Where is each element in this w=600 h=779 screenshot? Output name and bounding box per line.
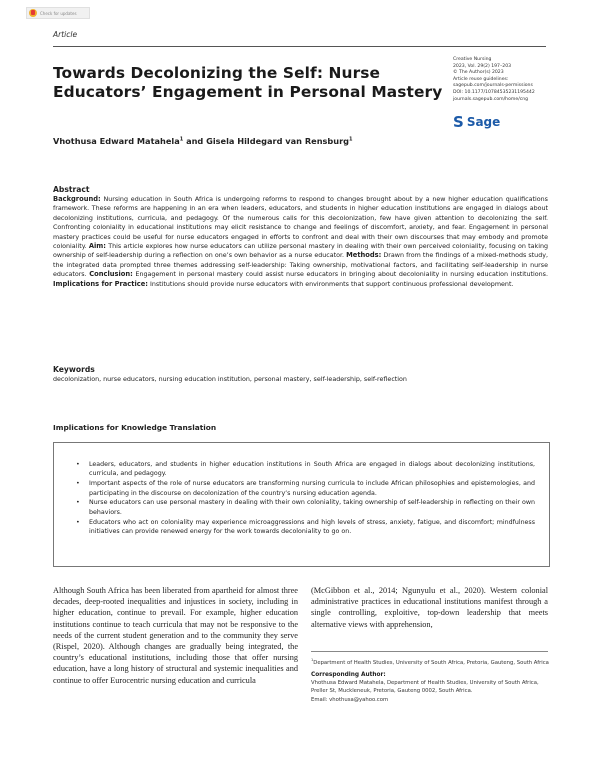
header-divider — [53, 46, 546, 47]
knowledge-translation-heading: Implications for Knowledge Translation — [53, 423, 217, 432]
list-item-text: Nurse educators can use personal mastery in dealing with their own coloniality, taking ownership of self-leadership in reflecting on their own behaviors. — [89, 499, 535, 516]
author-joiner: and — [183, 136, 207, 146]
list-item — [76, 518, 535, 537]
abstract-label-implications: Implications for Practice: — [53, 279, 148, 288]
permissions-link[interactable]: sagepub.com/journals-permissions — [453, 83, 533, 89]
list-item-text: Educators who act on coloniality may experience microaggressions and high levels of stress, anxiety, fatigue, and discomfort; mindfulness initiatives can provide renewed energy for the work towards decoloniality to go on. — [89, 518, 535, 536]
abstract-body — [53, 195, 548, 289]
abstract-text-methods: Drawn from the findings of a mixed-methods study, the integrated data prompted three themes addressing self-leadership: Taking ownership, motivational factors, and facilitating self-leadership in nurse educators. — [53, 252, 548, 279]
doi-link[interactable]: DOI: 10.1177/10784535231195442 — [453, 89, 535, 95]
knowledge-translation-box — [53, 442, 550, 567]
abstract-heading: Abstract — [53, 185, 90, 194]
footnote-divider — [311, 651, 548, 652]
bullet-icon: • — [76, 499, 80, 507]
abstract-text-implications: Institutions should provide nurse educators with environments that support continuous professional development. — [147, 280, 514, 288]
abstract-text-conclusion: Engagement in personal mastery could assist nurse educators in bringing about decoloniality in nursing education institutions. — [132, 271, 548, 279]
article-title: Towards Decolonizing the Self: Nurse Educators’ Engagement in Personal Mastery — [53, 64, 443, 101]
author-name: Vhothusa Edward Matahela — [53, 136, 180, 146]
reuse-guidelines-label: Article reuse guidelines: — [453, 76, 509, 82]
abstract-text-aim: This article explores how nurse educators can utilize personal mastery in dealing with their own perceived coloniality, focusing on taking ownership of self-leadership during a reflection on one’s own behavior as a nurse educator. — [53, 243, 548, 260]
body-text-right-column: (McGibbon et al., 2014; Ngunyulu et al., 2020). Western colonial administrative practices in educational institutions manifest through a single controlling, exploitive, top-down leadership that meets alternative views with apprehension, — [311, 586, 548, 629]
list-item — [76, 479, 535, 498]
publisher-name: Sage — [466, 115, 501, 129]
sage-logo — [453, 113, 500, 131]
bullet-icon: • — [76, 461, 80, 468]
affiliation-mark: 1 — [348, 136, 353, 143]
corresponding-author-email[interactable]: Email: vhothusa@yahoo.com — [311, 696, 389, 703]
list-item-text: Important aspects of the role of nurse educators are transforming nursing curricula to include African philosophies and epistemologies, and participating in the discourse on decolonization of the country’s nursing education agenda. — [89, 480, 535, 497]
abstract-label-methods: Methods: — [346, 251, 382, 260]
journal-name: Creative Nursing — [453, 57, 492, 62]
check-updates-label: Check for updates — [40, 10, 77, 16]
abstract-text-background: Nursing education in South Africa is undergoing reforms to respond to changes brought about by a new higher education qualifications framework. These reforms are happening in an era when leaders, educators, and students in higher education institutions are engaged in dialogs about decolonizing institutions, curricula, and pedagogy. Of the numerous calls for this decolonization, few have given attention to decolonizing the self. Confronting coloniality in educational institutions may elicit resistance to change and feelings of discomfort, anxiety, and fear. Engagement in personal mastery practices could be useful for nurse educators engaged in efforts to confront and deal with their own discourses that may embody and promote coloniality. — [53, 196, 548, 251]
footnote — [311, 656, 551, 704]
abstract-label-background: Background: — [53, 195, 101, 203]
check-for-updates-badge[interactable] — [26, 7, 90, 19]
list-item-text: Leaders, educators, and students in higher education institutions in South Africa are engaged in dialogs about decolonizing institutions, curricula, and pedagogy. — [89, 461, 535, 478]
affiliation-note — [311, 656, 551, 667]
author-list — [53, 136, 352, 146]
copyright-line: © The Author(s) 2023 — [453, 70, 504, 76]
corresponding-author-text: Vhothusa Edward Matahela, Department of Health Studies, University of South Africa, Preller St, Muckleneuk, Pretoria, Gauteng 0002, South Africa. — [311, 680, 539, 695]
affiliation-text: Department of Health Studies, University of South Africa, Pretoria, Gauteng, South Africa — [313, 659, 549, 666]
bullet-icon: • — [76, 518, 80, 526]
bullet-icon: • — [76, 480, 80, 488]
abstract-label-aim: Aim: — [88, 242, 106, 251]
article-type-label: Article — [53, 30, 78, 39]
keywords-heading: Keywords — [53, 365, 95, 374]
knowledge-translation-list — [76, 460, 535, 536]
list-item — [76, 498, 535, 517]
journal-metadata — [453, 57, 593, 103]
keywords-list: decolonization, nurse educators, nursing education institution, personal mastery, self-leadership, self-reflection — [53, 376, 407, 383]
journal-volume: 2023, Vol. 29(2) 197–203 — [453, 63, 512, 69]
sage-s-icon: S — [453, 113, 464, 131]
author-name: Gisela Hildegard van Rensburg — [206, 136, 349, 146]
body-text-left-column: Although South Africa has been liberated from apartheid for almost three decades, deep-rooted inequalities and injustices in society, including in higher education, continue to prevail. For example, higher education institutions continue to teach curricula that may not be responsive to the needs of the current student generation and to the community they serve (Rispel, 2020). Although changes are gradually being integrated, the country’s educational institutions, including those that offer nursing education, have a long history of structural and systemic inequalities and continue to offer Eurocentric nursing education and curricula — [53, 586, 298, 685]
abstract-section — [53, 185, 548, 289]
affiliation-mark: 1 — [311, 658, 314, 662]
corresponding-author-heading: Corresponding Author: — [311, 671, 386, 678]
journal-home-link[interactable]: journals.sagepub.com/home/cng — [453, 96, 529, 102]
abstract-label-conclusion: Conclusion: — [89, 270, 133, 279]
list-item — [76, 460, 535, 479]
crossmark-icon — [29, 9, 37, 17]
affiliation-mark: 1 — [179, 136, 184, 143]
keywords-section — [53, 365, 548, 384]
